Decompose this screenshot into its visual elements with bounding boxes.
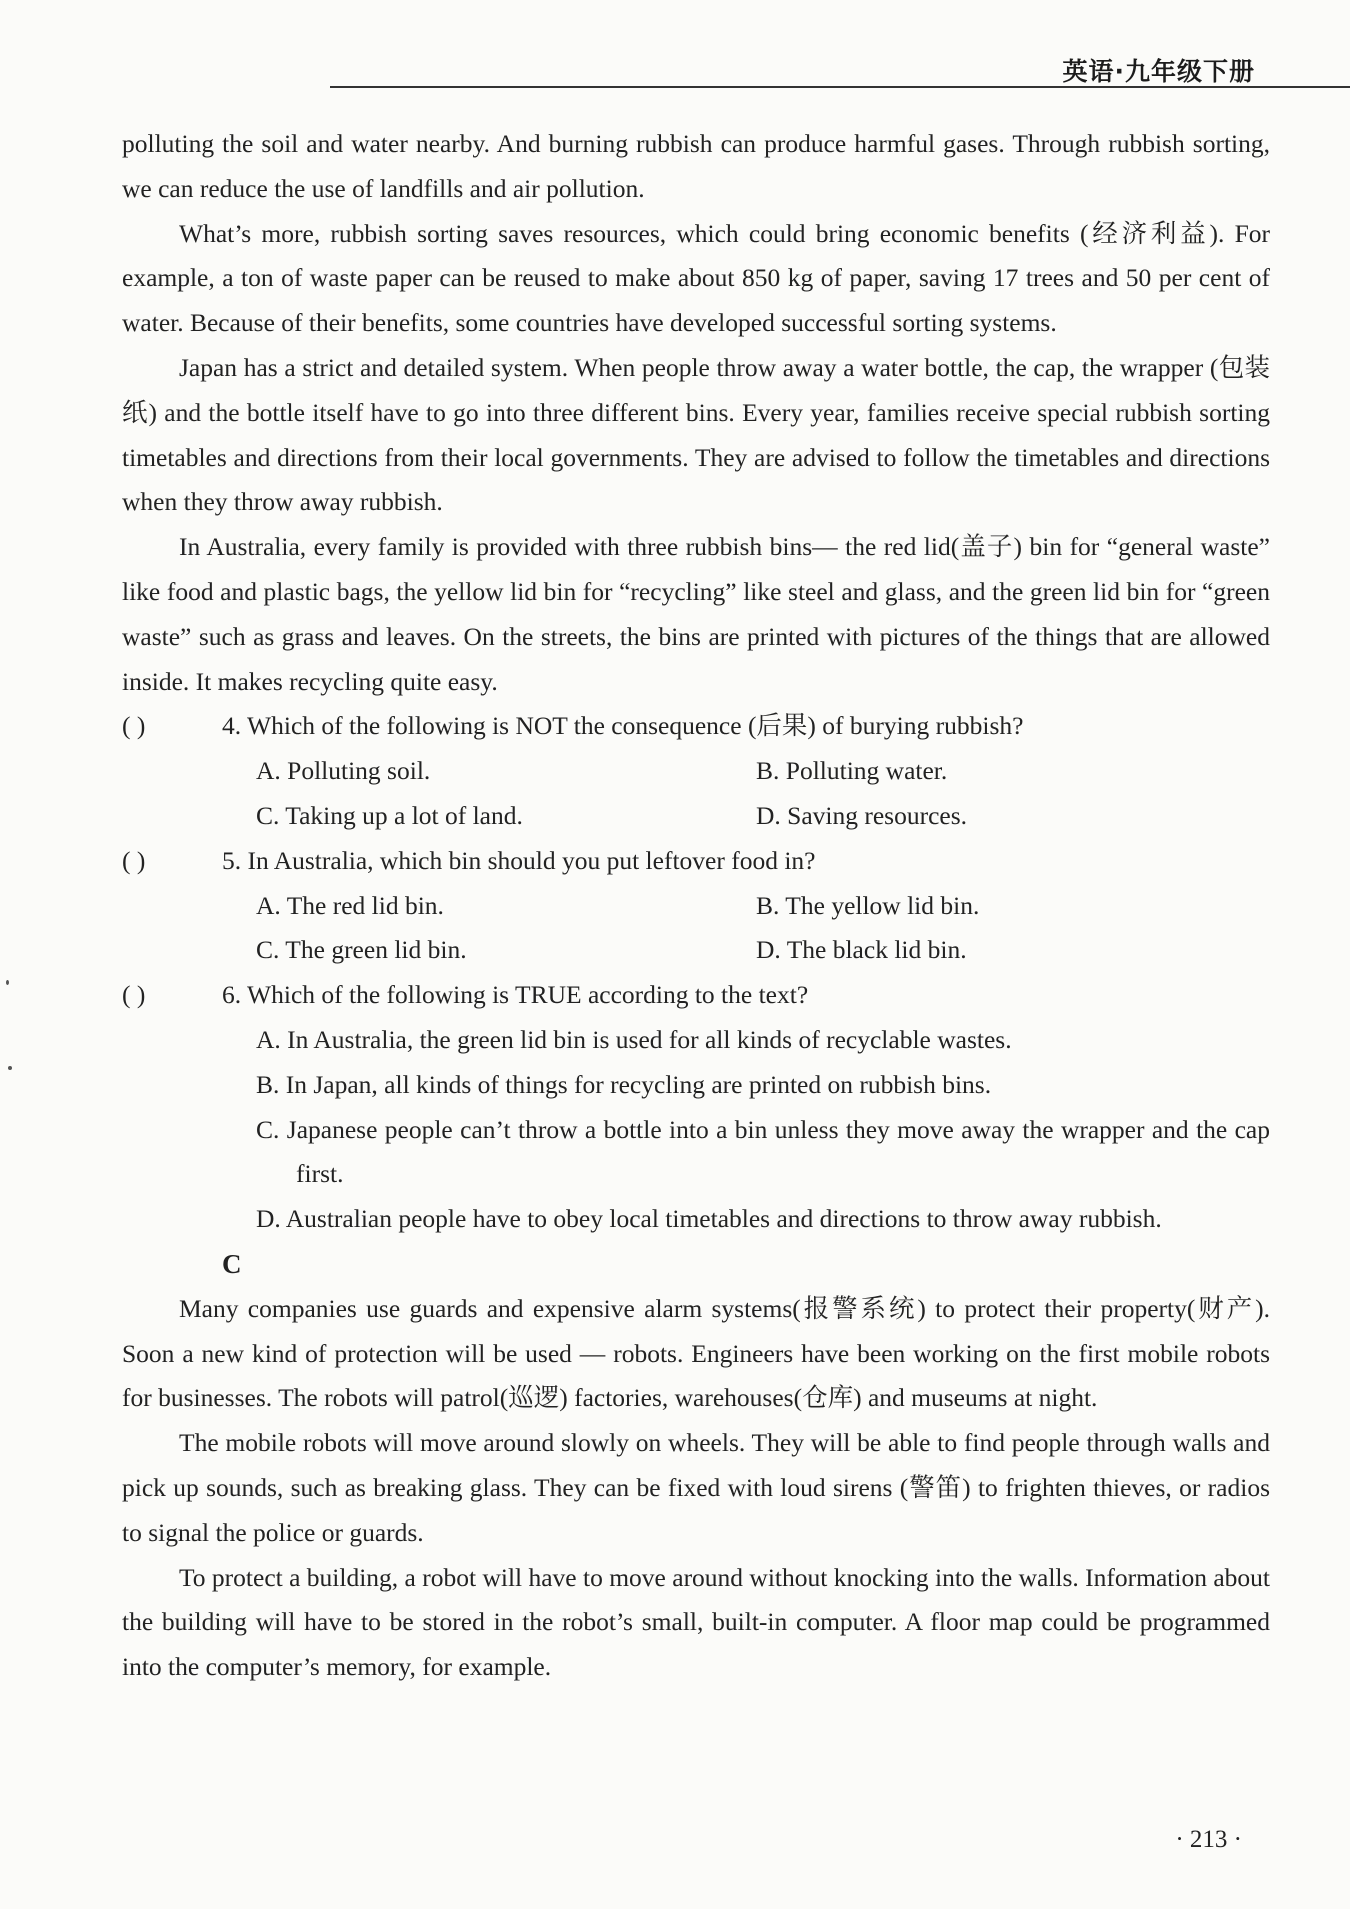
page-number: · 213 ·: [1175, 1826, 1242, 1853]
options: [122, 884, 1270, 974]
paragraph: In Australia, every family is provided with three rubbish bins— the red lid(盖子) bin for “general waste” like food and plastic bags, the yellow lid bin for “recycling” like steel and glass, and the green lid bin for “green waste” such as grass and leaves. On the streets, the bins are printed with pictures of the things that are allowed inside. It makes recycling quite easy.: [122, 532, 1270, 696]
option-b: B. The yellow lid bin.: [756, 890, 980, 920]
paragraph: To protect a building, a robot will have to move around without knocking into the walls. Information about the building will have to be stored in the robot’s small, built-in computer. A floor map could be programmed into the computer’s memory, for example.: [122, 1562, 1270, 1682]
question-stem: [122, 704, 1270, 749]
option-b: B. Polluting water.: [756, 756, 948, 786]
paragraph: Many companies use guards and expensive alarm systems(报警系统) to protect their property(财产). Soon a new kind of protection will be used — robots. Engineers have been working on the first mobile robots for businesses. The robots will patrol(巡逻) factories, warehouses(仓库) and museums at night.: [122, 1293, 1270, 1413]
question-text: 5. In Australia, which bin should you put leftover food in?: [222, 845, 816, 875]
question-text: 6. Which of the following is TRUE according to the text?: [222, 980, 809, 1010]
question-6: [122, 973, 1270, 1242]
option-d: D. The black lid bin.: [756, 935, 967, 965]
paragraph: What’s more, rubbish sorting saves resources, which could bring economic benefits (经济利益). For example, a ton of waste paper can be reused to make about 850 kg of paper, saving 17 trees and 50 per cent of water. Because of their benefits, some countries have developed successful sorting systems.: [122, 218, 1270, 338]
paragraph: polluting the soil and water nearby. And burning rubbish can produce harmful gases. Through rubbish sorting, we can reduce the use of landfills and air pollution.: [122, 129, 1270, 203]
option-d: D. Australian people have to obey local timetables and directions to throw away rubbish.: [256, 1204, 1162, 1234]
question-4: [122, 704, 1270, 838]
paragraph: The mobile robots will move around slowly on wheels. They will be able to find people through walls and pick up sounds, such as breaking glass. They can be fixed with loud sirens (警笛) to frighten thieves, or radios to signal the police or guards.: [122, 1428, 1270, 1547]
page-content: [122, 122, 1270, 1690]
question-text: 4. Which of the following is NOT the consequence (后果) of burying rubbish?: [222, 711, 1024, 741]
option-a: A. In Australia, the green lid bin is used for all kinds of recyclable wastes.: [256, 1024, 1012, 1054]
option-d: D. Saving resources.: [756, 800, 968, 830]
answer-bracket: ( ): [122, 845, 146, 875]
answer-bracket: ( ): [122, 711, 146, 741]
question-stem: [122, 973, 1270, 1018]
question-stem: [122, 839, 1270, 884]
option-a: A. Polluting soil.: [256, 756, 431, 786]
option-b: B. In Japan, all kinds of things for recycling are printed on rubbish bins.: [256, 1069, 992, 1099]
paragraph: Japan has a strict and detailed system. When people throw away a water bottle, the cap, the wrapper (包装纸) and the bottle itself have to go into three different bins. Every year, families receive special rubbish sorting timetables and directions from their local governments. They are advised to follow the timetables and directions when they throw away rubbish.: [122, 352, 1270, 517]
option-c: C. The green lid bin.: [256, 935, 467, 965]
header-rule: [330, 86, 1350, 88]
running-header: [330, 48, 1350, 88]
option-c: C. Japanese people can’t throw a bottle into a bin unless they move away the wrapper and the cap first.: [256, 1114, 1270, 1189]
header-title: 英语·九年级下册: [1062, 57, 1255, 86]
options: [122, 749, 1270, 839]
question-5: [122, 839, 1270, 973]
scan-speck: [8, 1066, 12, 1070]
option-c: C. Taking up a lot of land.: [256, 800, 523, 830]
section-heading: C: [222, 1248, 242, 1279]
answer-bracket: ( ): [122, 980, 146, 1010]
option-a: A. The red lid bin.: [256, 890, 444, 920]
scan-speck: [6, 980, 9, 985]
